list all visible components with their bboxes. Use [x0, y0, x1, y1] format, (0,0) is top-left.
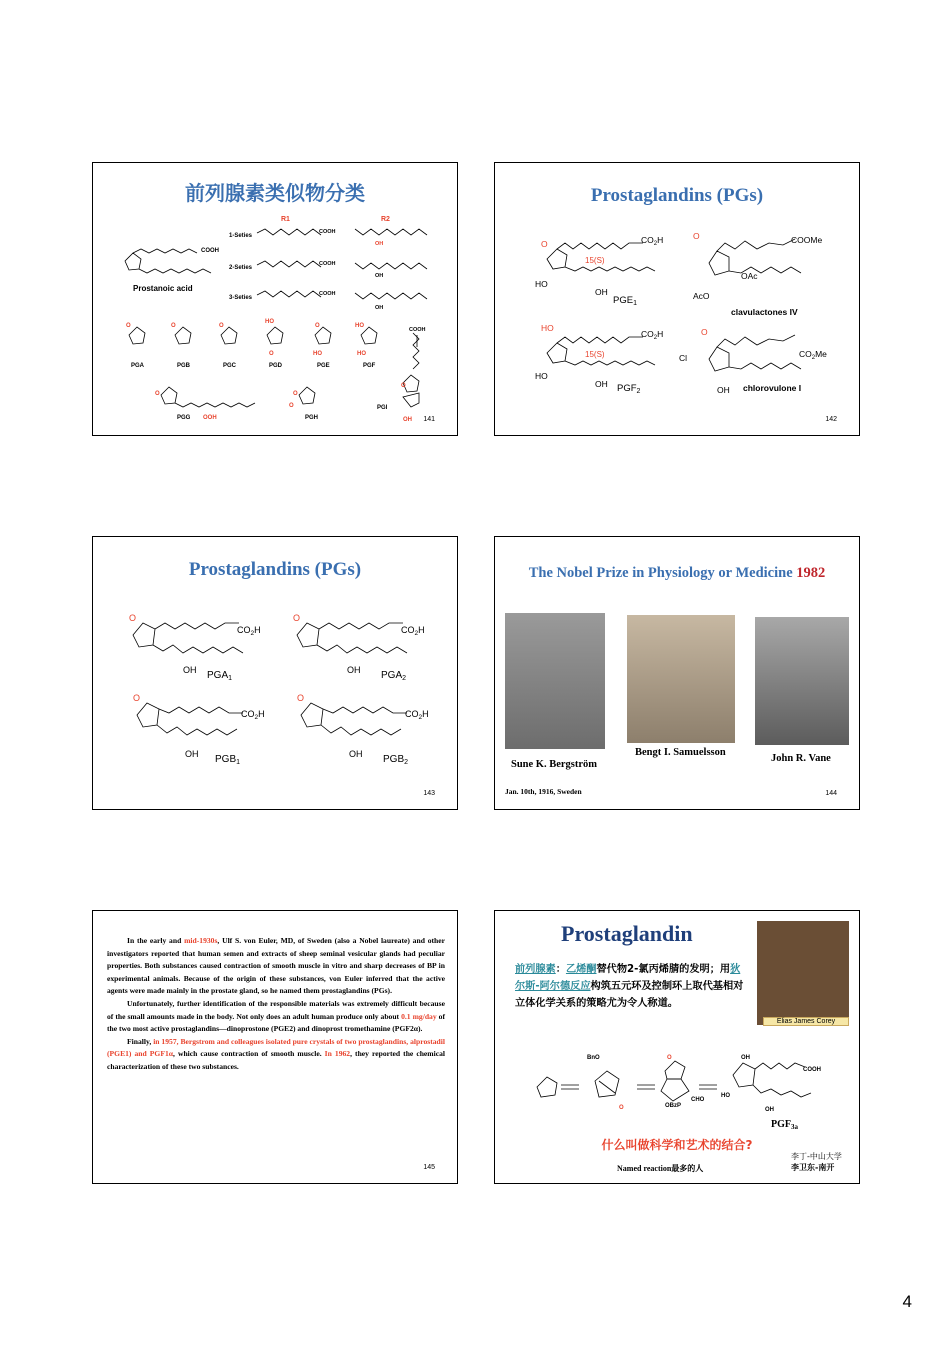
prostanoic-label: Prostanoic acid — [133, 284, 193, 293]
svg-text:O: O — [401, 383, 406, 389]
slide-141 — [92, 162, 458, 436]
ho-label: HO — [721, 1093, 730, 1099]
laureate-samuelsson: Bengt I. Samuelsson — [635, 747, 726, 758]
svg-text:O: O — [293, 391, 298, 397]
pgb2-label: $PGB_2$ — [383, 754, 409, 766]
page-number: 4 — [902, 1292, 912, 1311]
class-pgf: PGF — [363, 363, 376, 369]
svg-text:O: O — [701, 327, 708, 337]
svg-text:O: O — [129, 613, 137, 623]
pga1-label: $PGA_1$ — [207, 670, 233, 682]
svg-text:OH: OH — [185, 749, 199, 759]
svg-text:Cl: Cl — [679, 353, 688, 363]
cooh-label: COOH — [201, 248, 219, 254]
series-3-label: 3-Seties — [229, 295, 253, 301]
stereo-label-2: 15(S) — [585, 350, 605, 359]
cho-label: CHO — [691, 1097, 705, 1103]
svg-text:OH: OH — [349, 749, 363, 759]
svg-text:OH: OH — [765, 1107, 774, 1113]
slide-number: 141 — [423, 416, 435, 423]
slide-145 — [92, 910, 458, 1184]
corey-description: 前列腺素：乙烯酮替代物2-氯丙烯腈的发明；用狄尔斯-阿尔德反应构筑五元环及控制环上取代基相对立体化学关系的策略尤为令人称道。 — [515, 964, 744, 1009]
svg-text:OH: OH — [347, 665, 361, 675]
svg-text:O: O — [289, 403, 294, 409]
slide-number: 144 — [825, 790, 837, 797]
svg-text:CO2H: $CO_2H$ — [405, 709, 429, 721]
svg-text:O: O — [126, 323, 131, 329]
obzp-label: OBzP — [665, 1103, 682, 1109]
svg-text:HO: HO — [535, 279, 548, 289]
svg-text:O: O — [693, 231, 700, 241]
photo-samuelsson — [627, 615, 735, 743]
slide-number: 143 — [423, 790, 435, 797]
svg-text:OH: OH — [595, 287, 608, 297]
title-text: The Nobel Prize in Physiology or Medicine — [528, 565, 793, 581]
photo-label: Elias James Corey — [763, 1017, 849, 1026]
cooh-label: COOH — [803, 1067, 821, 1073]
clav-label: clavulactones IV — [731, 307, 798, 317]
svg-text:OH: OH — [375, 241, 384, 247]
svg-text:OH: OH — [375, 273, 384, 279]
paragraph-3: Finally, in 1957, Bergstrom and colleagues isolated pure crystals of two prostaglandins, alprostadil (PGE1) and PGF1α, which cause contraction of smooth muscle. In 1962, they reported the chemical characterization of these two substances. — [107, 1036, 446, 1071]
svg-text:CO2H: $CO_2H$ — [237, 625, 261, 637]
svg-text:HO: HO — [535, 371, 548, 381]
svg-text:HO: HO — [541, 323, 554, 333]
slide-title: Prostaglandin — [561, 921, 693, 946]
slide-number: 142 — [825, 416, 837, 423]
photo-vane — [755, 617, 849, 745]
r1-label: R1 — [281, 216, 290, 223]
svg-text:O: O — [667, 1055, 672, 1061]
svg-text:COOH: COOH — [319, 229, 336, 235]
title-year: 1982 — [796, 565, 826, 581]
svg-text:OH: OH — [375, 305, 384, 311]
svg-text:O: O — [155, 391, 160, 397]
birth-info: Jan. 10th, 1916, Sweden — [505, 787, 582, 796]
svg-text:O: O — [297, 693, 305, 703]
svg-text:OH: OH — [183, 665, 197, 675]
credit-2: 李卫东-南开 — [791, 1163, 835, 1172]
svg-text:COOH: COOH — [409, 327, 426, 333]
slide-title: Prostaglandins (PGs) — [188, 559, 362, 580]
svg-text:O: O — [133, 693, 141, 703]
photo-bergstrom — [505, 613, 605, 749]
class-pga: PGA — [131, 363, 145, 369]
paragraph-1: In the early and mid-1930s, Ulf S. von Euler, MD, of Sweden (also a Nobel laureate) and other investigators reported that human semen and extracts of sheep seminal vesicular glands had peculiar properties. Both substances caused contraction of smooth muscle in vitro and sharp decreases of BP in experimental animals. Because of the origin of these substances, von Euler inferred that the active agents were made mainly in the prostate gland, so he named them prostaglandins (PGs). — [107, 936, 445, 996]
svg-text:OAc: OAc — [741, 271, 758, 281]
svg-text:OH: OH — [717, 385, 730, 395]
history-text — [107, 935, 445, 1074]
slide-144 — [494, 536, 860, 810]
svg-text:O: O — [541, 239, 548, 249]
svg-text:O: O — [293, 613, 301, 623]
svg-text:HO: HO — [357, 351, 366, 357]
svg-text:CO2Me: $CO_2Me$ — [799, 349, 827, 361]
slide-number: 145 — [423, 1164, 435, 1171]
laureate-vane: John R. Vane — [771, 753, 831, 764]
svg-text:PGE1: $PGE_1$ — [613, 295, 637, 307]
pg-structures — [495, 163, 860, 436]
class-pgi: PGI — [377, 405, 388, 411]
svg-text:CO2H: $CO_2H$ — [641, 329, 664, 341]
slide-title: Prostaglandins (PGs) — [590, 185, 764, 206]
svg-text:PGF2: $PGF_2$ — [617, 383, 641, 395]
svg-text:COOH: COOH — [319, 261, 336, 267]
svg-text:OOH: OOH — [203, 415, 217, 421]
svg-text:CO2H: $CO_2H$ — [401, 625, 425, 637]
pga2-label: $PGA_2$ — [381, 670, 407, 682]
class-pge: PGE — [317, 363, 330, 369]
svg-text:CO2H: $CO_2H$ — [641, 235, 664, 247]
oh-label: OH — [741, 1055, 750, 1061]
slide-143 — [92, 536, 458, 810]
product-label: $PGF_{3a}$ — [771, 1119, 798, 1131]
svg-text:CO2H: $CO_2H$ — [241, 709, 265, 721]
svg-text:HO: HO — [265, 319, 274, 325]
class-pgg: PGG — [177, 415, 191, 421]
svg-text:HO: HO — [313, 351, 322, 357]
svg-text:OH: OH — [403, 417, 412, 423]
slide-corey — [494, 910, 860, 1184]
stereo-label-1: 15(S) — [585, 256, 605, 265]
svg-text:O: O — [315, 323, 320, 329]
science-art-question: 什么叫做科学和艺术的结合? — [601, 1138, 753, 1152]
svg-text:O: O — [219, 323, 224, 329]
class-pgb: PGB — [177, 363, 191, 369]
class-pgd: PGD — [269, 363, 283, 369]
svg-text:AcO: AcO — [693, 291, 710, 301]
chloro-label: chlorovulone I — [743, 383, 802, 393]
pgb1-label: $PGB_1$ — [215, 754, 241, 766]
slide-142 — [494, 162, 860, 436]
bno-label: BnO — [587, 1055, 600, 1061]
slide-title — [495, 565, 859, 582]
svg-text:O: O — [171, 323, 176, 329]
svg-text:O: O — [269, 351, 274, 357]
svg-text:COOH: COOH — [319, 291, 336, 297]
coome-label: COOMe — [791, 235, 823, 245]
class-pgh: PGH — [305, 415, 319, 421]
laureate-bergstrom: Sune K. Bergström — [511, 759, 598, 770]
svg-text:OH: OH — [595, 379, 608, 389]
svg-text:O: O — [619, 1105, 624, 1111]
r2-label: R2 — [381, 216, 390, 223]
paragraph-2: Unfortunately, further identification of the responsible materials was extremely difficult because of the small amounts made in the body. Not only does an adult human produce only about 0.1 mg/day of the two most active prostaglandins—dinoprostone (PGE2) and dinoprost tromethamine (PGF2α). — [107, 998, 445, 1034]
slide-title: 前列腺素类似物分类 — [185, 181, 365, 205]
pga-pgb-structures — [93, 537, 458, 810]
class-pgc: PGC — [223, 363, 237, 369]
series-1-label: 1-Seties — [229, 233, 253, 239]
svg-text:HO: HO — [355, 323, 364, 329]
named-reaction-note: Named reaction最多的人 — [617, 1164, 704, 1173]
prostanoic-structures — [93, 163, 458, 436]
series-2-label: 2-Seties — [229, 265, 253, 271]
credit-1: 李丁-中山大学 — [791, 1152, 842, 1161]
